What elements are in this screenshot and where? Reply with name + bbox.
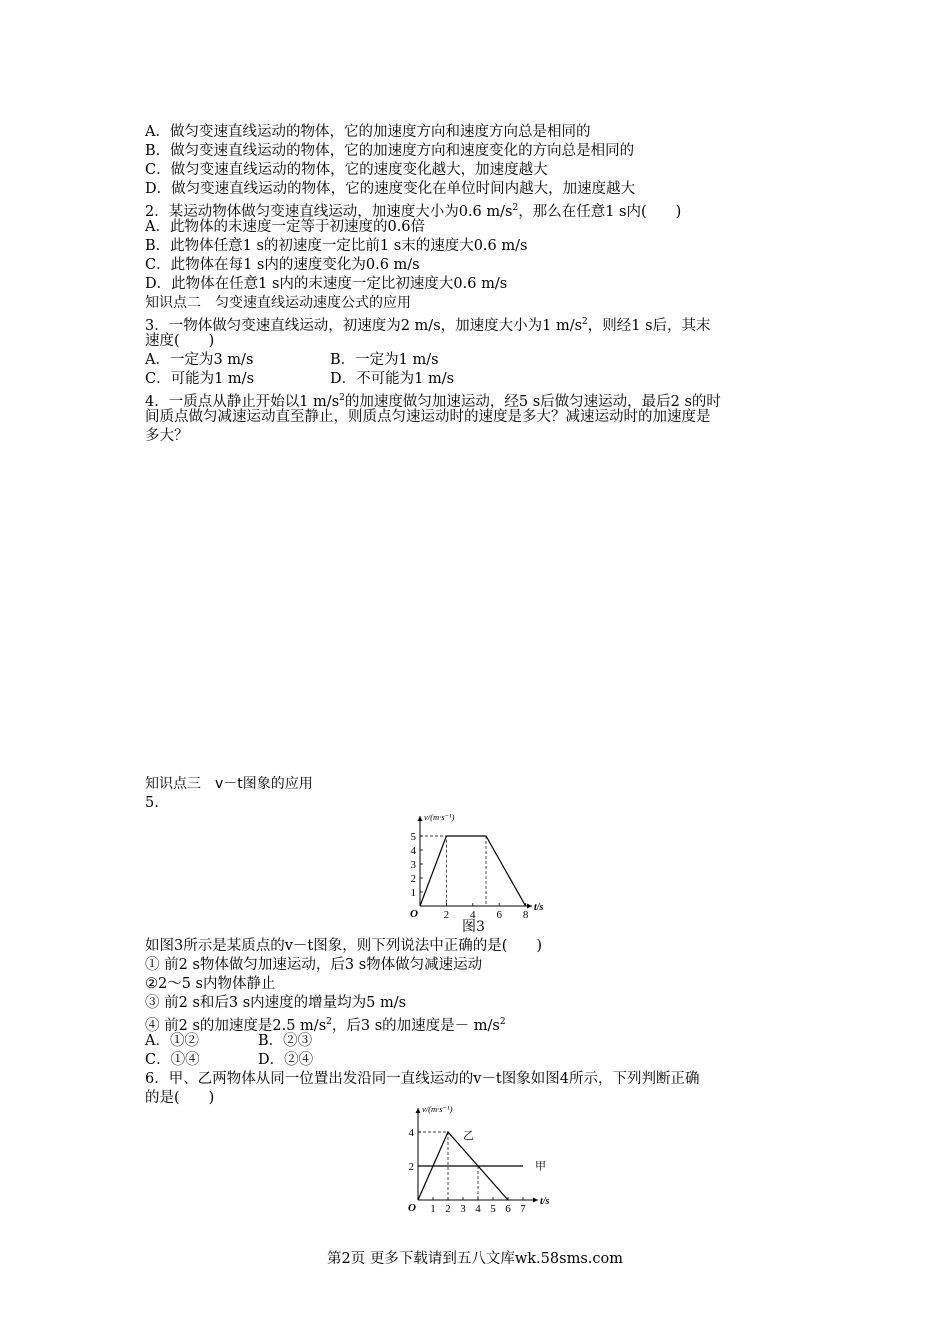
x-tick-label: 1 — [430, 1203, 436, 1215]
q3-option-c: C．可能为1 m/s — [145, 371, 255, 387]
q5-statement-1: ① 前2 s物体做匀加速运动，后3 s物体做匀减速运动 — [145, 957, 483, 973]
q3-option-b: B．一定为1 m/s — [330, 352, 439, 368]
x-tick-label: 4 — [470, 909, 476, 920]
q1-option-b: B．做匀变速直线运动的物体，它的加速度方向和速度变化的方向总是相同的 — [145, 143, 635, 159]
series-line-1 — [420, 836, 526, 906]
q1-option-d: D．做匀变速直线运动的物体，它的速度变化在单位时间内越大，加速度越大 — [145, 181, 636, 197]
series-name-label: 甲 — [535, 1160, 546, 1173]
q2-stem: 2．某运动物体做匀变速直线运动，加速度大小为0.6 $m/s^2$，那么在任意1 s内( ) — [145, 203, 682, 220]
q1-option-a: A．做匀变速直线运动的物体，它的加速度方向和速度方向总是相同的 — [145, 124, 591, 140]
q3-stem-line2: 速度( ) — [145, 333, 215, 349]
q1-option-c: C．做匀变速直线运动的物体，它的速度变化越大，加速度越大 — [145, 162, 548, 178]
q5-option-a: A．①② — [145, 1033, 199, 1049]
figure-4-vt-graph — [400, 1104, 560, 1216]
y-axis-label: v/(m·s⁻¹) — [422, 1104, 453, 1114]
section-heading-3: 知识点三 v－t图象的应用 — [145, 776, 313, 792]
figure-3-caption: 图3 — [462, 919, 485, 935]
q5-option-c: C．①④ — [145, 1052, 200, 1068]
q4-stem-line2: 间质点做匀减速运动直至静止，则质点匀速运动时的速度是多大？减速运动时的加速度是 — [145, 409, 711, 425]
y-tick-label: 4 — [410, 845, 416, 857]
q6-stem-line2: 的是( ) — [145, 1090, 215, 1106]
y-tick-label: 1 — [410, 887, 416, 899]
section-heading-2: 知识点二 匀变速直线运动速度公式的应用 — [145, 295, 411, 311]
q5-statement-2: ②2～5 s内物体静止 — [145, 976, 276, 992]
series-name-label: 乙 — [463, 1129, 474, 1142]
q3-option-d: D．不可能为1 m/s — [330, 371, 455, 387]
x-tick-label: 2 — [443, 909, 450, 920]
y-tick-label: 5 — [410, 831, 416, 843]
x-tick-label: 6 — [496, 909, 502, 920]
q4-stem-line3: 多大？ — [145, 428, 189, 444]
page-footer: 第2页 更多下载请到五八文库wk.58sms.com — [327, 1251, 623, 1267]
origin-label: O — [408, 1202, 416, 1214]
y-tick-label: 3 — [410, 859, 416, 871]
q2-option-a: A．此物体的末速度一定等于初速度的0.6倍 — [145, 219, 426, 235]
q5-option-d: D．②④ — [258, 1052, 314, 1068]
x-tick-label: 6 — [505, 1203, 511, 1215]
y-tick-label: 2 — [410, 873, 416, 885]
y-tick-label: 4 — [408, 1127, 414, 1139]
y-tick-label: 2 — [408, 1161, 414, 1173]
q2-option-b: B．此物体任意1 s的初速度一定比前1 s末的速度大0.6 m/s — [145, 238, 528, 254]
q5-statement-4: ④ 前2 s的加速度是2.5 $m/s^2$，后3 s的加速度是－ $m/s^2$ — [145, 1017, 506, 1034]
x-axis-arrow — [527, 904, 532, 909]
x-axis-arrow — [533, 1198, 538, 1203]
x-axis-label: t/s — [534, 902, 544, 913]
x-tick-label: 3 — [460, 1203, 466, 1215]
y-axis-label: v/(m·s⁻¹) — [424, 812, 455, 822]
q6-stem-line1: 6．甲、乙两物体从同一位置出发沿同一直线运动的v－t图象如图4所示，下列判断正确 — [145, 1071, 700, 1087]
q3-option-a: A．一定为3 m/s — [145, 352, 254, 368]
q2-option-c: C．此物体在每1 s内的速度变化为0.6 m/s — [145, 257, 420, 273]
x-tick-label: 2 — [445, 1203, 451, 1215]
y-axis-arrow — [418, 816, 423, 821]
q5-stem: 如图3所示是某质点的v－t图象，则下列说法中正确的是( ) — [145, 938, 543, 954]
q2-option-d: D．此物体在任意1 s内的末速度一定比初速度大0.6 m/s — [145, 276, 508, 292]
q5-number: 5. — [145, 795, 159, 811]
x-tick-label: 5 — [490, 1203, 496, 1215]
q5-option-b: B．②③ — [258, 1033, 313, 1049]
x-tick-label: 7 — [520, 1203, 526, 1215]
q5-statement-3: ③ 前2 s和后3 s内速度的增量均为5 m/s — [145, 995, 407, 1011]
origin-label: O — [410, 908, 418, 920]
x-tick-label: 4 — [475, 1203, 481, 1215]
figure-3-vt-graph — [400, 810, 560, 920]
q4-stem-line1: 4．一质点从静止开始以1 $m/s^2$的加速度做匀加速运动，经5 s后做匀速运动，最后2 s的时 — [145, 393, 721, 410]
x-tick-label: 8 — [522, 909, 529, 920]
y-axis-arrow — [416, 1108, 421, 1113]
q3-stem-line1: 3．一物体做匀变速直线运动，初速度为2 m/s，加速度大小为1 $m/s^2$，则经1 s后，其末 — [145, 317, 711, 334]
x-axis-label: t/s — [540, 1196, 550, 1207]
